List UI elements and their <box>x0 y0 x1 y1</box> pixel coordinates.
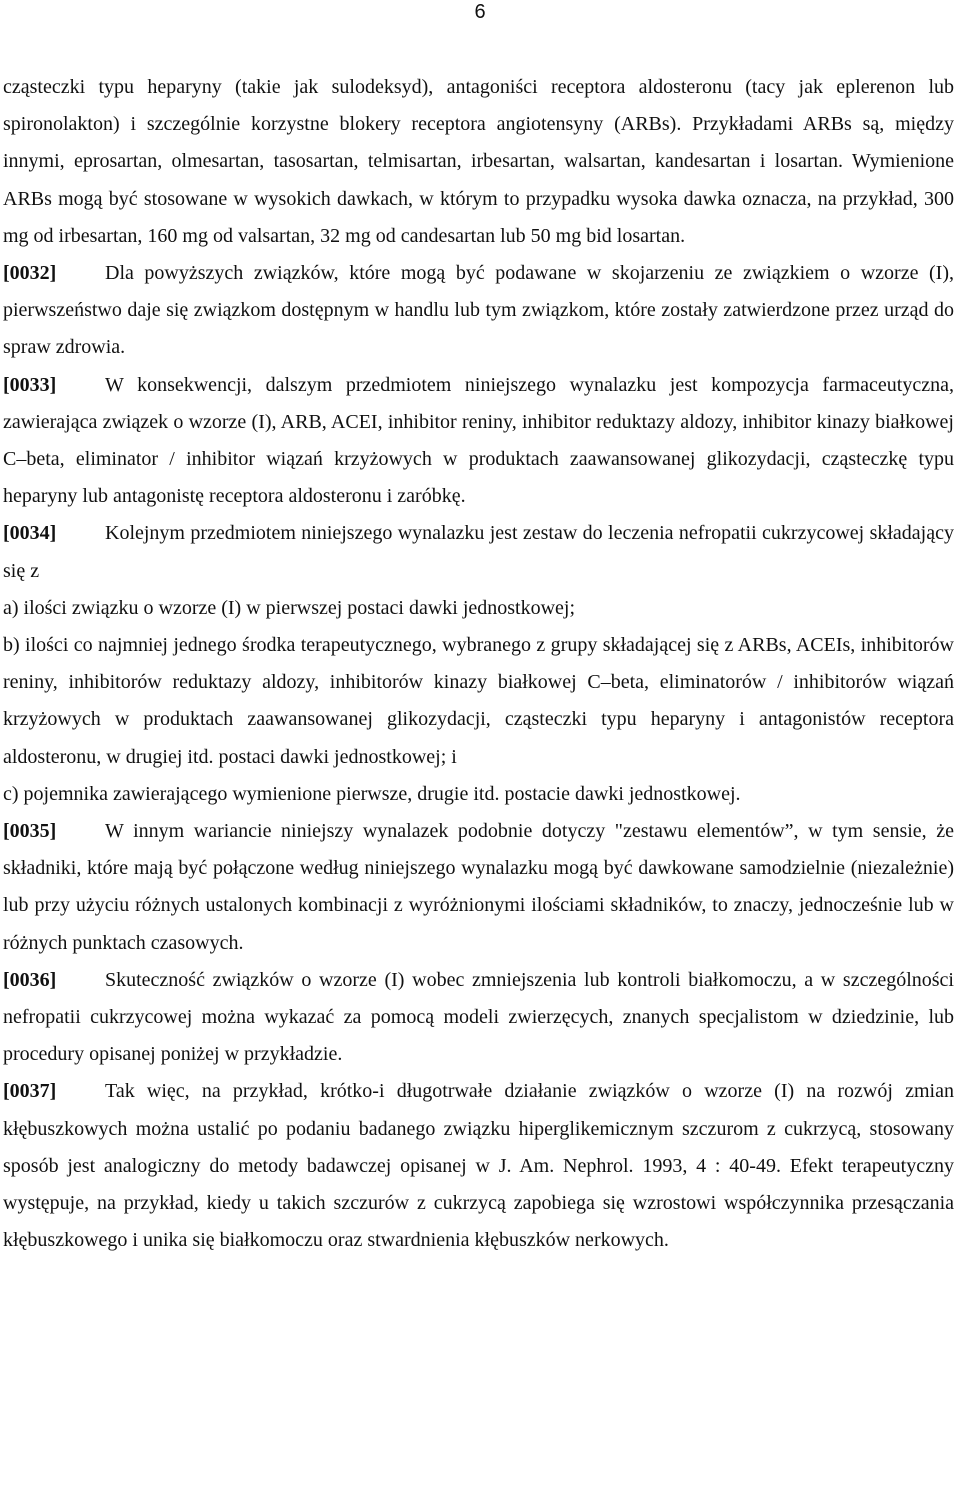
list-item-a <box>3 590 954 627</box>
list-item-c <box>3 776 954 813</box>
page-number: 6 <box>474 1 486 23</box>
paragraph-text: Dla powyższych związków, które mogą być podawane w skojarzeniu ze związkiem o wzorze (I), pierwszeństwo daje się związkom dostępnym w handlu lub tym związkom, które zostały zatwierdzone przez urząd do spraw zdrowia. <box>3 262 954 359</box>
paragraph-text: W konsekwencji, dalszym przedmiotem niniejszego wynalazku jest kompozycja farmaceutyczna, zawierająca związek o wzorze (I), ARB, ACEI, inhibitor reniny, inhibitor reduktazy aldozy, inhibitor kinazy białkowej C–beta, eliminator / inhibitor wiązań krzyżowych w produktach zaawansowanej glikozydacji, cząsteczkę typu heparyny lub antagonistę receptora aldosteronu i zaróbkę. <box>3 373 954 508</box>
list-item-text: b) ilości co najmniej jednego środka terapeutycznego, wybranego z grupy składającej się z ARBs, ACEIs, inhibitorów reniny, inhibitorów reduktazy aldozy, inhibitorów kinazy białkowej C–beta, eliminatorów / inhibitorów wiązań krzyżowych w produktach zaawansowanej glikozydacji, cząsteczki typu heparyny i antagonistów receptora aldosteronu, w drugiej itd. postaci dawki jednostkowej; i <box>3 634 954 768</box>
paragraph-continuation <box>3 69 954 255</box>
paragraph-0037 <box>3 1073 954 1259</box>
paragraph-0032 <box>3 255 954 367</box>
paragraph-text: W innym wariancie niniejszy wynalazek podobnie dotyczy "zestawu elementów”, w tym sensie, że składniki, które mają być połączone według niniejszego wynalazku mogą być dawkowane samodzielnie (niezależnie) lub przy użyciu różnych ustalonych kombinacji z wyróżnionymi ilościami składników, to znaczy, jednocześnie lub w różnych punktach czasowych. <box>3 820 954 954</box>
paragraph-number: [0035] <box>3 820 57 843</box>
list-item-b <box>3 627 954 776</box>
paragraph-number: [0033] <box>3 373 57 396</box>
document-body <box>3 69 954 1260</box>
paragraph-number: [0032] <box>3 262 57 285</box>
paragraph-number: [0034] <box>3 522 57 545</box>
paragraph-text: Skuteczność związków o wzorze (I) wobec zmniejszenia lub kontroli białkomoczu, a w szczególności nefropatii cukrzycowej można wykazać za pomocą modeli zwierzęcych, znanych specjalistom w dziedzinie, lub procedury opisanej poniżej w przykładzie. <box>3 968 954 1066</box>
paragraph-text: cząsteczki typu heparyny (takie jak sulodeksyd), antagoniści receptora aldosteronu (tacy jak eplerenon lub spironolakton) i szczególnie korzystne blokery receptora angiotensyny (ARBs). Przykładami ARBs są, między innymi, eprosartan, olmesartan, tasosartan, telmisartan, irbesartan, walsartan, kandesartan i losartan. Wymienione ARBs mogą być stosowane w wysokich dawkach, w którym to przypadku wysoka dawka oznacza, na przykład, 300 mg od irbesartan, 160 mg od valsartan, 32 mg od candesartan lub 50 mg bid losartan. <box>3 76 954 247</box>
paragraph-number: [0037] <box>3 1080 57 1103</box>
list-item-text: a) ilości związku o wzorze (I) w pierwszej postaci dawki jednostkowej; <box>3 596 576 619</box>
paragraph-0035 <box>3 813 954 962</box>
paragraph-text: Tak więc, na przykład, krótko-i długotrwałe działanie związków o wzorze (I) na rozwój zmian kłębuszkowych można ustalić po podaniu badanego związku hiperglikemicznym szczurom z cukrzycą, stosowany sposób jest analogiczny do metody badawczej opisanej w J. Am. Nephrol. 1993, 4 : 40-49. Efekt terapeutyczny występuje, na przykład, kiedy u takich szczurów z cukrzycą zapobiega się wzrostowi współczynnika przesączania kłębuszkowego i unika się białkomoczu oraz stwardnienia kłębuszków nerkowych. <box>3 1080 954 1252</box>
paragraph-0036 <box>3 962 954 1074</box>
paragraph-number: [0036] <box>3 968 57 991</box>
list-item-text: c) pojemnika zawierającego wymienione pierwsze, drugie itd. postacie dawki jednostkowej. <box>3 782 741 805</box>
paragraph-text: Kolejnym przedmiotem niniejszego wynalazku jest zestaw do leczenia nefropatii cukrzycowej składający się z <box>3 522 954 582</box>
paragraph-0034 <box>3 515 954 589</box>
paragraph-0033 <box>3 367 954 516</box>
